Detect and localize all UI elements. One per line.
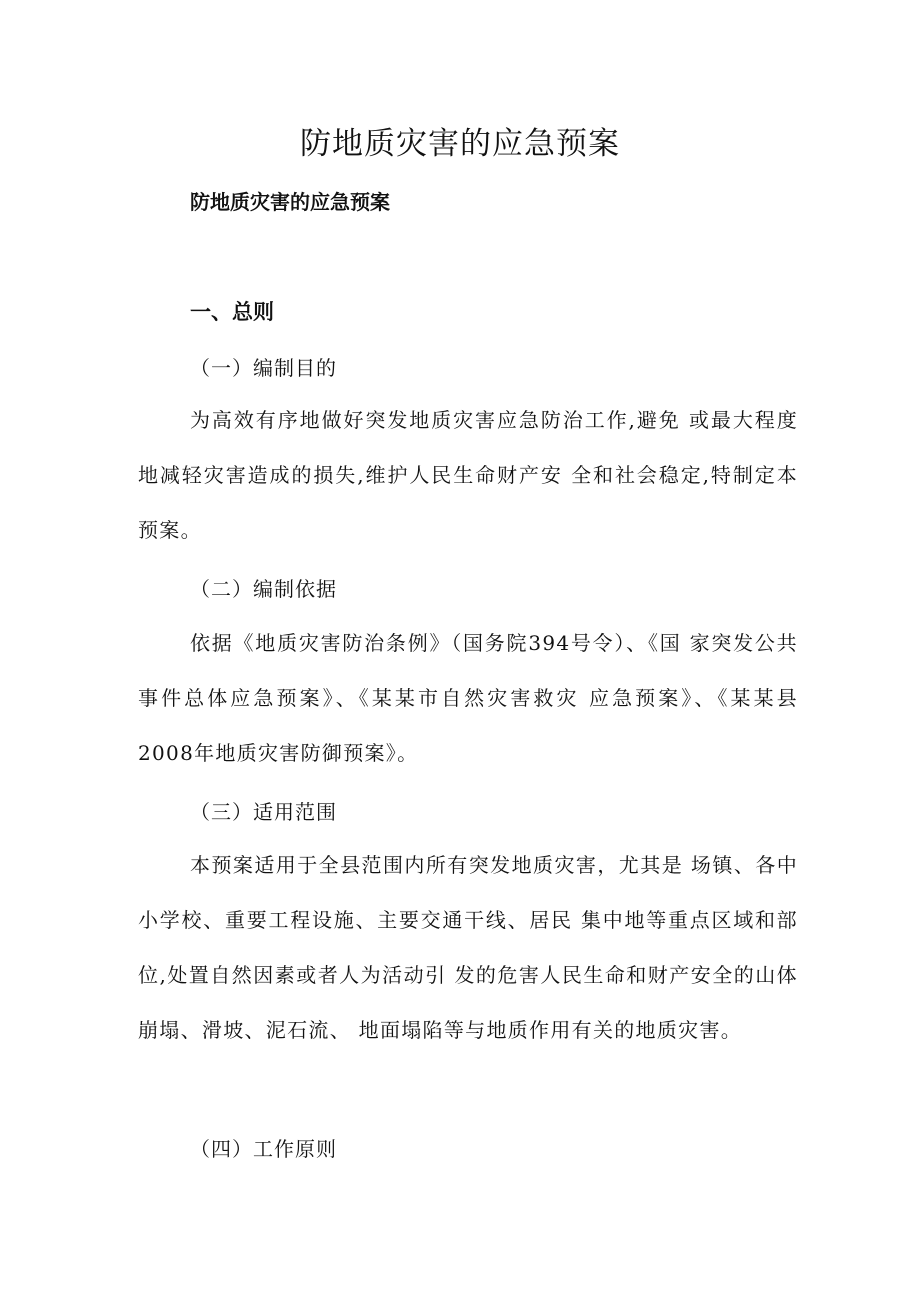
paragraph-purpose: 为高效有序地做好突发地质灾害应急防治工作,避免 或最大程度地减轻灾害造成的损失,维护人民生命财产安 全和社会稳定,特制定本预案。 — [138, 408, 798, 542]
paragraph-basis: 依据《地质灾害防治条例》（国务院394号令）、《国 家突发公共事件总体应急预案》、《某某市自然灾害救灾 应急预案》、《某某县2008年地质灾害防御预案》。 — [138, 631, 798, 765]
subheading-scope: （三）适用范围 — [190, 800, 337, 824]
subheading-purpose: （一）编制目的 — [190, 356, 337, 380]
document-title: 防地质灾害的应急预案 — [300, 126, 620, 162]
paragraph-scope: 本预案适用于全县范围内所有突发地质灾害，尤其是 场镇、各中小学校、重要工程设施、主要交通干线、居民 集中地等重点区域和部位,处置自然因素或者人为活动引 发的危害人民生命和财产安全的山体崩塌、滑坡、泥石流、 地面塌陷等与地质作用有关的地质灾害。 — [138, 853, 798, 1042]
subheading-basis: （二）编制依据 — [190, 577, 337, 601]
subheading-principles: （四）工作原则 — [190, 1137, 337, 1161]
document-subtitle: 防地质灾害的应急预案 — [190, 190, 390, 214]
section-heading-general: 一、总则 — [190, 300, 274, 324]
